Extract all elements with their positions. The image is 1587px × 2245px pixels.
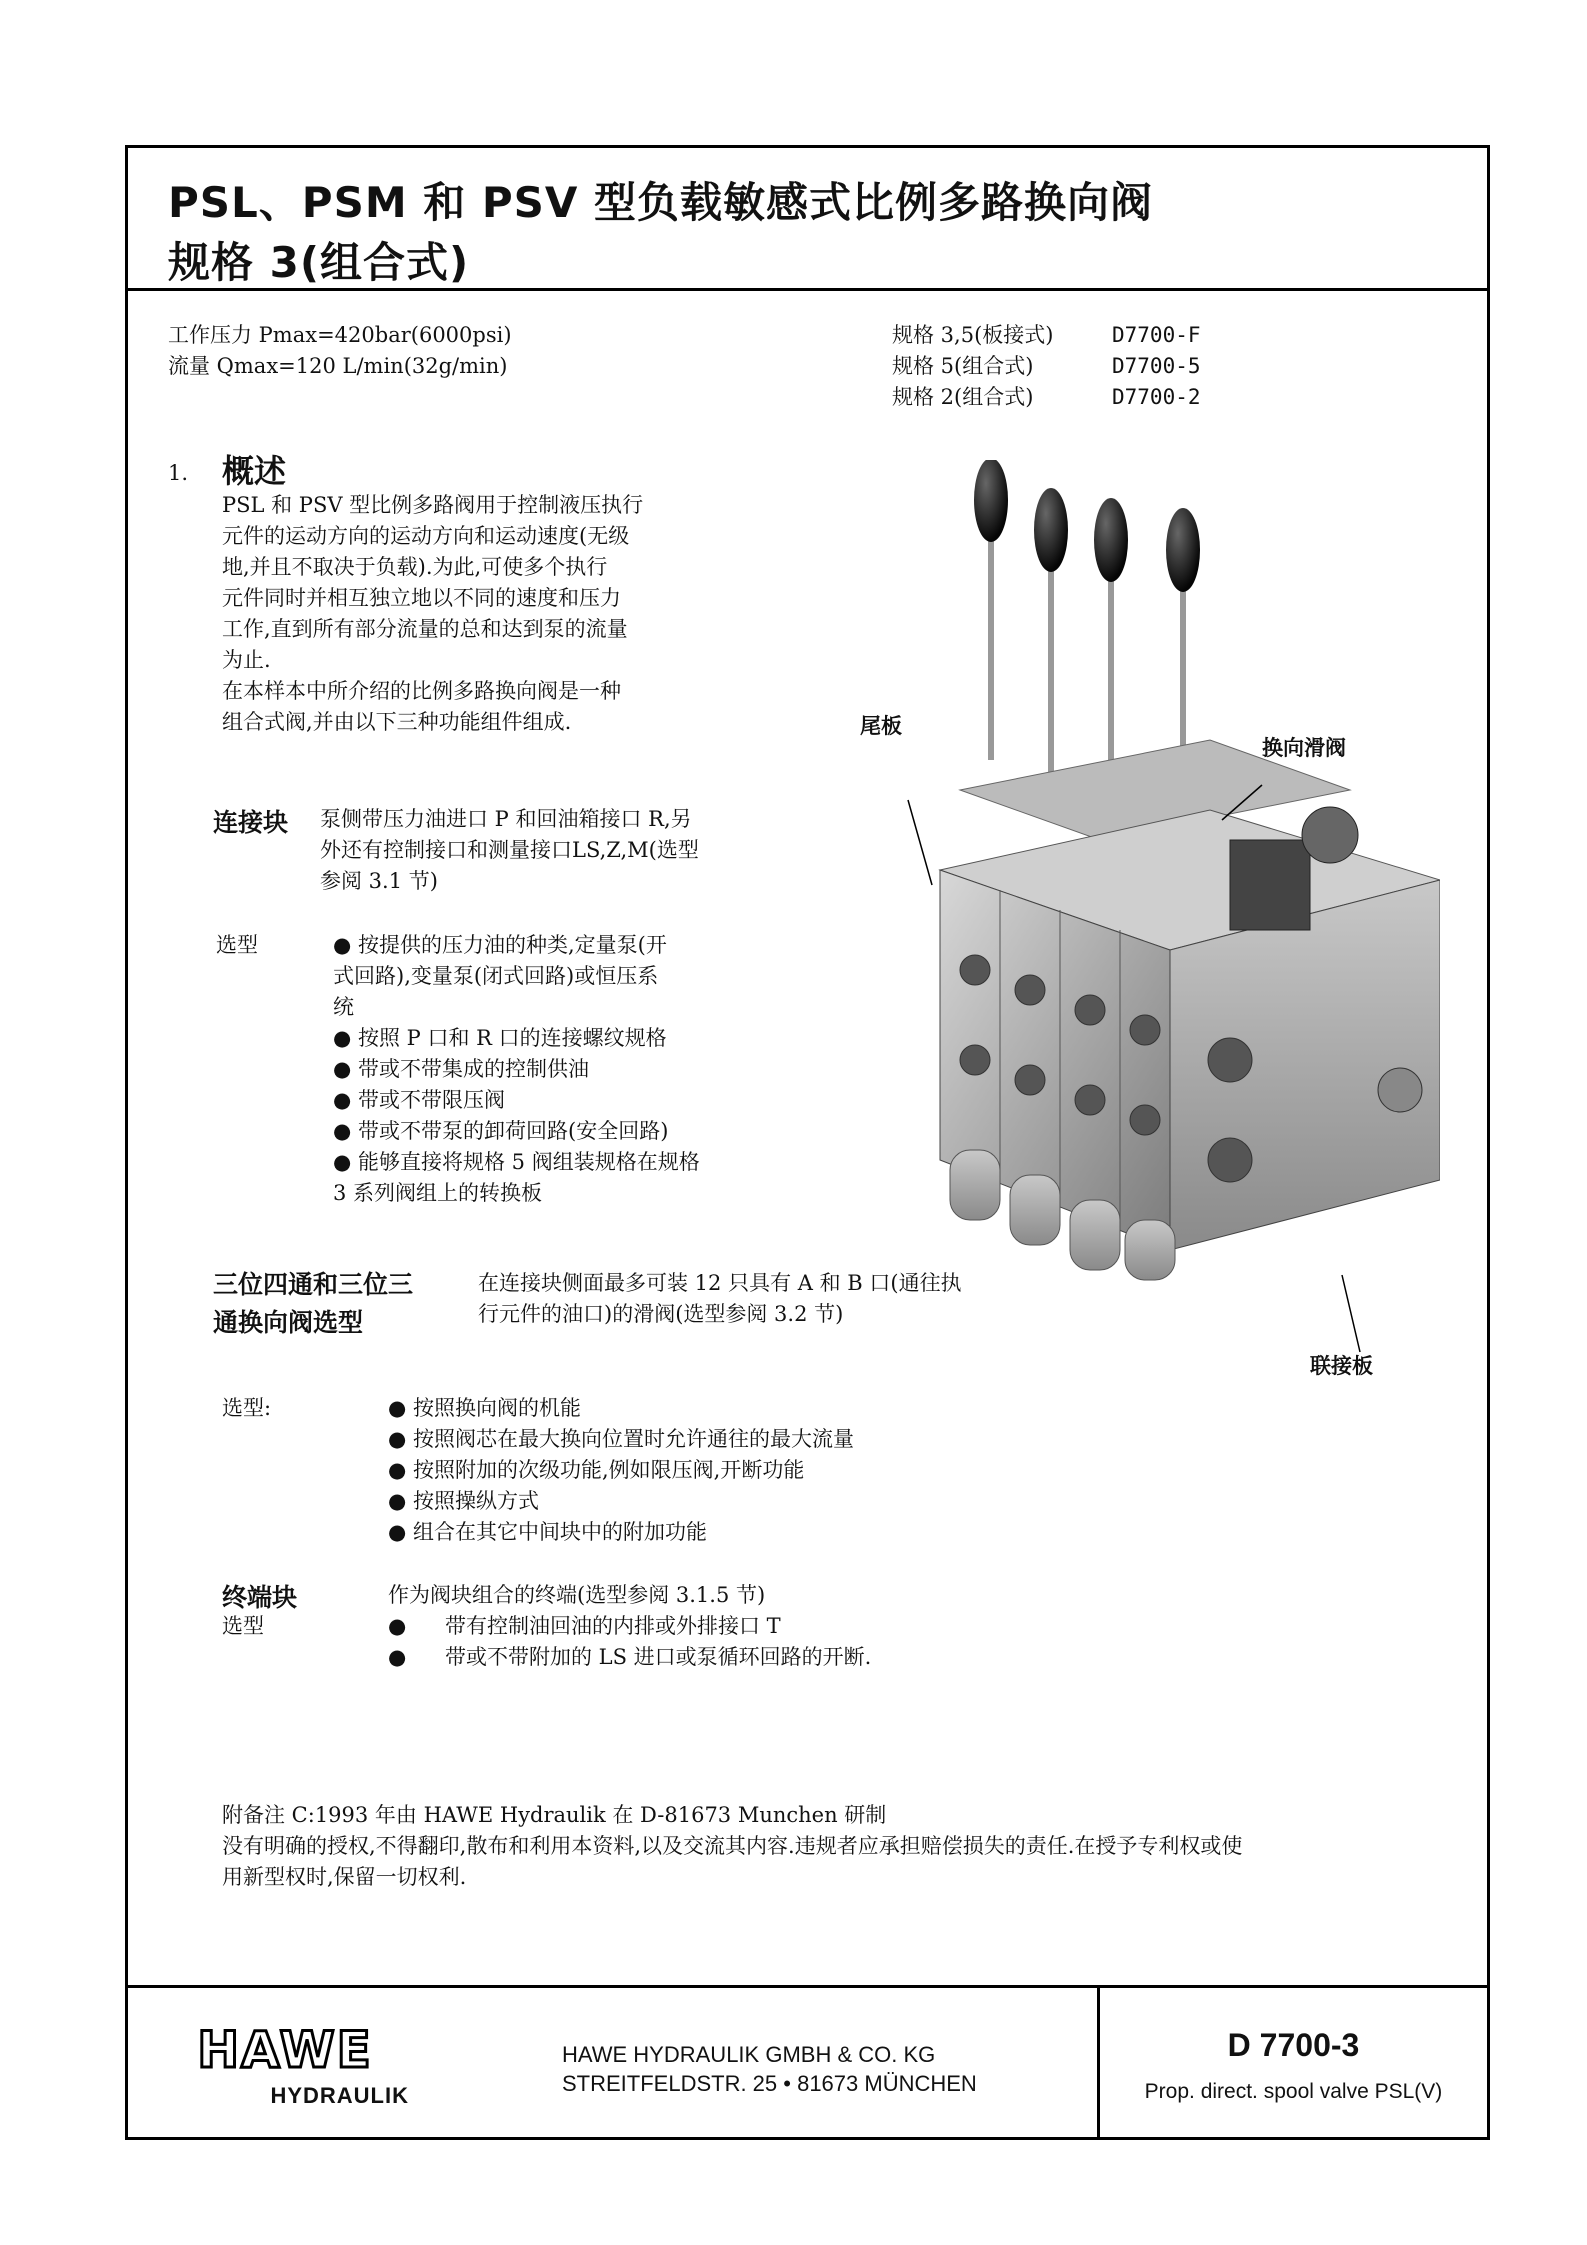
- list-item: ● 按照换向阀的机能: [388, 1393, 854, 1424]
- related-label-3: 规格 2(组合式): [892, 385, 1034, 409]
- section-number: 1.: [168, 461, 189, 485]
- hawe-logo: [155, 2025, 415, 2115]
- end-option-1: 带有控制油回油的内排或外排接口 T: [445, 1614, 781, 1638]
- valve-section-heading-line1: 三位四通和三位三: [213, 1270, 414, 1299]
- hawe-logo-sub: HYDRAULIK: [270, 2083, 409, 2108]
- page-title-line2: 规格 3(组合式): [168, 238, 470, 287]
- copyright-note-line1: 附备注 C:1993 年由 HAWE Hydraulik 在 D-81673 Munchen 研制: [222, 1803, 887, 1827]
- valve-section-heading-line2: 通换向阀选型: [213, 1308, 364, 1337]
- related-label-2: 规格 5(组合式): [892, 354, 1034, 378]
- list-item: ● 按照操纵方式: [388, 1486, 854, 1517]
- end-bullet-2: ●: [388, 1645, 407, 1669]
- svg-text:HAWE: HAWE: [197, 2025, 373, 2075]
- related-label-1: 规格 3,5(板接式): [892, 323, 1054, 347]
- overview-heading: 概述: [222, 452, 287, 490]
- list-item: ● 带或不带限压阀: [333, 1085, 700, 1116]
- connection-block-heading: 连接块: [213, 808, 289, 837]
- related-code-1: D7700-F: [1112, 323, 1201, 347]
- connection-option-label: 选型: [216, 933, 258, 957]
- overview-paragraph: PSL 和 PSV 型比例多路阀用于控制液压执行 元件的运动方向的运动方向和运动速度(无级 地,并且不取决于负载).为此,可使多个执行 元件同时并相互独立地以不同的速度和压力 工作,直到所有部分流量的总和达到泵的流量 为止. 在本样本中所介绍的比例多路换向阀是一种 组合式阀,并由以下三种功能组件组成.: [222, 493, 644, 734]
- spec-pressure: 工作压力 Pmax=420bar(6000psi): [168, 323, 512, 347]
- copyright-note-line3: 用新型权时,保留一切权利.: [222, 1865, 467, 1889]
- end-block-heading: 终端块: [222, 1583, 298, 1612]
- label-connection-plate: 联接板: [1310, 1354, 1373, 1378]
- list-item: ● 按照附加的次级功能,例如限压阀,开断功能: [388, 1455, 854, 1486]
- connection-block-text: 泵侧带压力油进口 P 和回油箱接口 R,另 外还有控制接口和测量接口LS,Z,M(选型 参阅 3.1 节): [320, 807, 699, 893]
- valve-option-label: 选型:: [222, 1396, 272, 1420]
- end-block-text: 作为阀块组合的终端(选型参阅 3.1.5 节): [388, 1583, 766, 1607]
- list-item: ● 按提供的压力油的种类,定量泵(开: [333, 930, 700, 961]
- footer-company: HAWE HYDRAULIK GMBH & CO. KG STREITFELDSTR. 25 • 81673 MÜNCHEN: [562, 2042, 977, 2096]
- list-item: ● 组合在其它中间块中的附加功能: [388, 1517, 854, 1548]
- valve-section-text: 在连接块侧面最多可装 12 只具有 A 和 B 口(通往执 行元件的油口)的滑阀(选型参阅 3.2 节): [478, 1271, 962, 1326]
- footer-doc-description: Prop. direct. spool valve PSL(V): [1144, 2080, 1443, 2103]
- footer-doc-code: D 7700-3: [1227, 2027, 1360, 2063]
- list-item: ● 按照阀芯在最大换向位置时允许通往的最大流量: [388, 1424, 854, 1455]
- connection-options-list: ● 按提供的压力油的种类,定量泵(开 式回路),变量泵(闭式回路)或恒压系 统 ● 按照 P 口和 R 口的连接螺纹规格 ● 带或不带集成的控制供油 ● 带或不带限压阀 ● 带或不带泵的卸荷回路(安全回路) ● 能够直接将规格 5 阀组装规格在规格 3 系列阀组上的转换板: [333, 930, 700, 1209]
- related-code-2: D7700-5: [1112, 354, 1201, 378]
- valve-options-list: [388, 1393, 854, 1548]
- list-item: ● 带或不带集成的控制供油: [333, 1054, 700, 1085]
- valve-block-image: [880, 460, 1440, 1290]
- hawe-logo-mark: [155, 2025, 415, 2075]
- copyright-note-line2: 没有明确的授权,不得翻印,散布和利用本资料,以及交流其内容.违规者应承担赔偿损失的责任.在授予专利权或使: [222, 1834, 1243, 1858]
- end-bullet-1: ●: [388, 1614, 407, 1638]
- list-item: ● 带或不带泵的卸荷回路(安全回路): [333, 1116, 700, 1147]
- label-spool-valve: 换向滑阀: [1262, 736, 1346, 760]
- list-item: ● 按照 P 口和 R 口的连接螺纹规格: [333, 1023, 700, 1054]
- list-item: ● 能够直接将规格 5 阀组装规格在规格: [333, 1147, 700, 1178]
- end-option-2: 带或不带附加的 LS 进口或泵循环回路的开断.: [445, 1645, 872, 1669]
- label-tail-plate: 尾板: [860, 714, 902, 738]
- end-option-label: 选型: [222, 1614, 264, 1638]
- spec-flow: 流量 Qmax=120 L/min(32g/min): [168, 354, 508, 378]
- footer-divider: [125, 1985, 1490, 1988]
- related-code-3: D7700-2: [1112, 385, 1201, 409]
- page-title-line1: PSL、PSM 和 PSV 型负载敏感式比例多路换向阀: [168, 178, 1154, 227]
